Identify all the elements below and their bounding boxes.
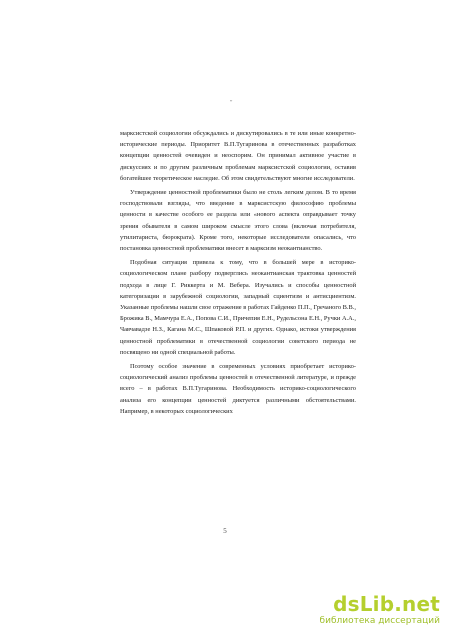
paragraph-4: Поэтому особое значение в современных условиях приобретает историко-социологический анализ проблемы ценностей в отечественной литературе, и прежде всего – в работах В.П.Тугаринова. Необходимость историко-социологического анализа его концепции ценностей диктуется различными обстоятельствами. Например, в некоторых социологических	[120, 363, 356, 415]
paragraph-1: марксистской социологии обсуждались и дискутировались в те или иные конкретно-исторические периоды. Приоритет В.П.Тугаринова в отечественных разработках концепции ценностей очевиден и неоспорим. Он принимал активное участие в дискуссиях и по другим различным проблемам марксистской социологии, оставив богатейшее теоретическое наследие. Об этом свидетельствуют многие исследователи.	[120, 130, 356, 182]
paragraph-2: Утверждение ценностной проблематики было не столь легким делом. В то время господствовали взгляды, что введение в марксистскую философию проблемы ценности в качестве особого ее раздела или «нового аспекта оправдывает точку зрения обывателя в самом широком смысле этого слова (включая потребителя, утилитариста, бюрократа). Кроме того, некоторые исследователи опасались, что постановка ценностной проблематики внесет в марксизм неокантианство.	[120, 189, 356, 253]
watermark-subtitle: библиотека диссертаций	[319, 616, 440, 626]
watermark	[280, 592, 440, 632]
watermark-logo: dsLib.net	[333, 592, 440, 616]
body-text	[120, 128, 356, 417]
paragraph-3: Подобная ситуация привела к тому, что в большей мере в историко-социологическом плане разбору подверглись неокантианская трактовка ценностей подхода в лице Г. Риккерта и М. Вебера. Изучались и способы ценностной категоризации в зарубежной социологии, западный сциентизм и антисциентизм. Указанные проблемы нашли свое отражение в работах Гайденко П.П., Гречаного В.В., Брожика В., Мамчура Е.А., Попова С.И., Причепия Е.Н., Рудельсона Е.Н., Ручки А.А., Чавчавадзе Н.З., Кагана М.С., Шпаковой Р.П. и других. Однако, истоки утверждения ценностной проблематики в отечественной социологии советского периода не посвящено ни одной специальной работы.	[120, 259, 356, 356]
top-mark: ″	[230, 100, 233, 106]
page-number: 5	[223, 527, 227, 535]
